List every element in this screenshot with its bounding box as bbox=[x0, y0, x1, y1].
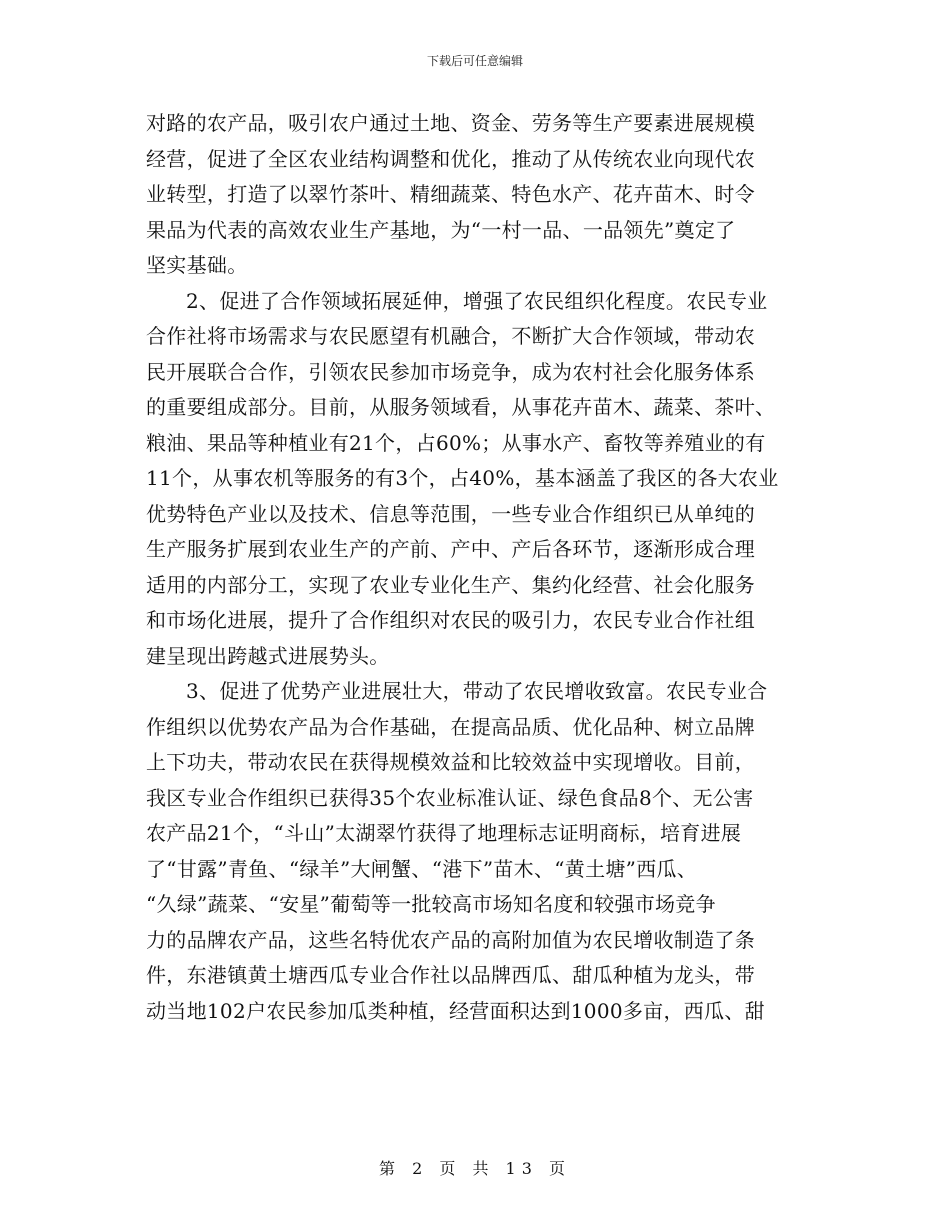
text-line: 适用的内部分工，实现了农业专业化生产、集约化经营、社会化服务 bbox=[146, 572, 755, 597]
text-line: 3、促进了优势产业进展壮大，带动了农民增收致富。农民专业合 bbox=[186, 679, 768, 703]
text-line: 果品为代表的高效农业生产基地，为“一村一品、一品领先”奠定了 bbox=[146, 217, 736, 242]
text-line: 经营，促进了全区农业结构调整和优化，推动了从传统农业向现代农 bbox=[146, 146, 755, 171]
text-line: 优势特色产业以及技术、信息等范围，一些专业合作组织已从单纯的 bbox=[146, 501, 755, 526]
text-line: 粮油、果品等种植业有21个，占60%；从事水产、畜牧等养殖业的有 bbox=[146, 430, 766, 455]
page-number-footer: 第 2 页 共 13 页 bbox=[379, 1159, 571, 1178]
text-line: 和市场化进展，提升了合作组织对农民的吸引力，农民专业合作社组 bbox=[146, 608, 755, 632]
text-line: 11个，从事农机等服务的有3个，占40%，基本涵盖了我区的各大农业 bbox=[146, 466, 779, 490]
paragraph bbox=[146, 106, 806, 284]
text-line: 业转型，打造了以翠竹茶叶、精细蔬菜、特色水产、花卉苗木、时令 bbox=[146, 182, 755, 206]
text-line: 我区专业合作组织已获得35个农业标准认证、绿色食品8个、无公害 bbox=[146, 785, 754, 810]
paragraph bbox=[146, 674, 806, 1029]
text-line: 民开展联合合作，引领农民参加市场竞争，成为农村社会化服务体系 bbox=[146, 359, 755, 384]
text-line: 件，东港镇黄土塘西瓜专业合作社以品牌西瓜、甜瓜种植为龙头，带 bbox=[146, 963, 755, 987]
text-line: 建呈现出跨越式进展势头。 bbox=[146, 643, 390, 668]
text-line: 的重要组成部分。目前，从服务领域看，从事花卉苗木、蔬菜、茶叶、 bbox=[146, 395, 776, 419]
text-line: 合作社将市场需求与农民愿望有机融合，不断扩大合作领域，带动农 bbox=[146, 324, 755, 348]
text-line: 动当地102户农民参加瓜类种植，经营面积达到1000多亩，西瓜、甜 bbox=[146, 998, 765, 1023]
text-line: 作组织以优势农产品为合作基础，在提高品质、优化品种、树立品牌 bbox=[146, 714, 755, 739]
text-line: 2、促进了合作领域拓展延伸，增强了农民组织化程度。农民专业 bbox=[186, 288, 768, 313]
document-body bbox=[146, 106, 806, 1029]
text-line: 对路的农产品，吸引农户通过土地、资金、劳务等生产要素进展规模 bbox=[146, 111, 755, 135]
text-line: 生产服务扩展到农业生产的产前、产中、产后各环节，逐渐形成合理 bbox=[146, 537, 755, 561]
page-header: 下载后可任意编辑 bbox=[426, 54, 523, 68]
text-line: 力的品牌农产品，这些名特优农产品的高附加值为农民增收制造了条 bbox=[146, 927, 755, 952]
text-line: 农产品21个，“斗山”太湖翠竹获得了地理标志证明商标，培育进展 bbox=[146, 821, 742, 845]
text-line: 上下功夫，带动农民在获得规模效益和比较效益中实现增收。目前， bbox=[146, 750, 755, 774]
text-line: “久绿”蔬菜、“安星”葡萄等一批较高市场知名度和较强市场竞争 bbox=[146, 892, 716, 916]
paragraph bbox=[146, 284, 806, 675]
text-line: 坚实基础。 bbox=[146, 253, 248, 277]
text-line: 了“甘露”青鱼、“绿羊”大闸蟹、“港下”苗木、“黄土塘”西瓜、 bbox=[146, 856, 698, 881]
